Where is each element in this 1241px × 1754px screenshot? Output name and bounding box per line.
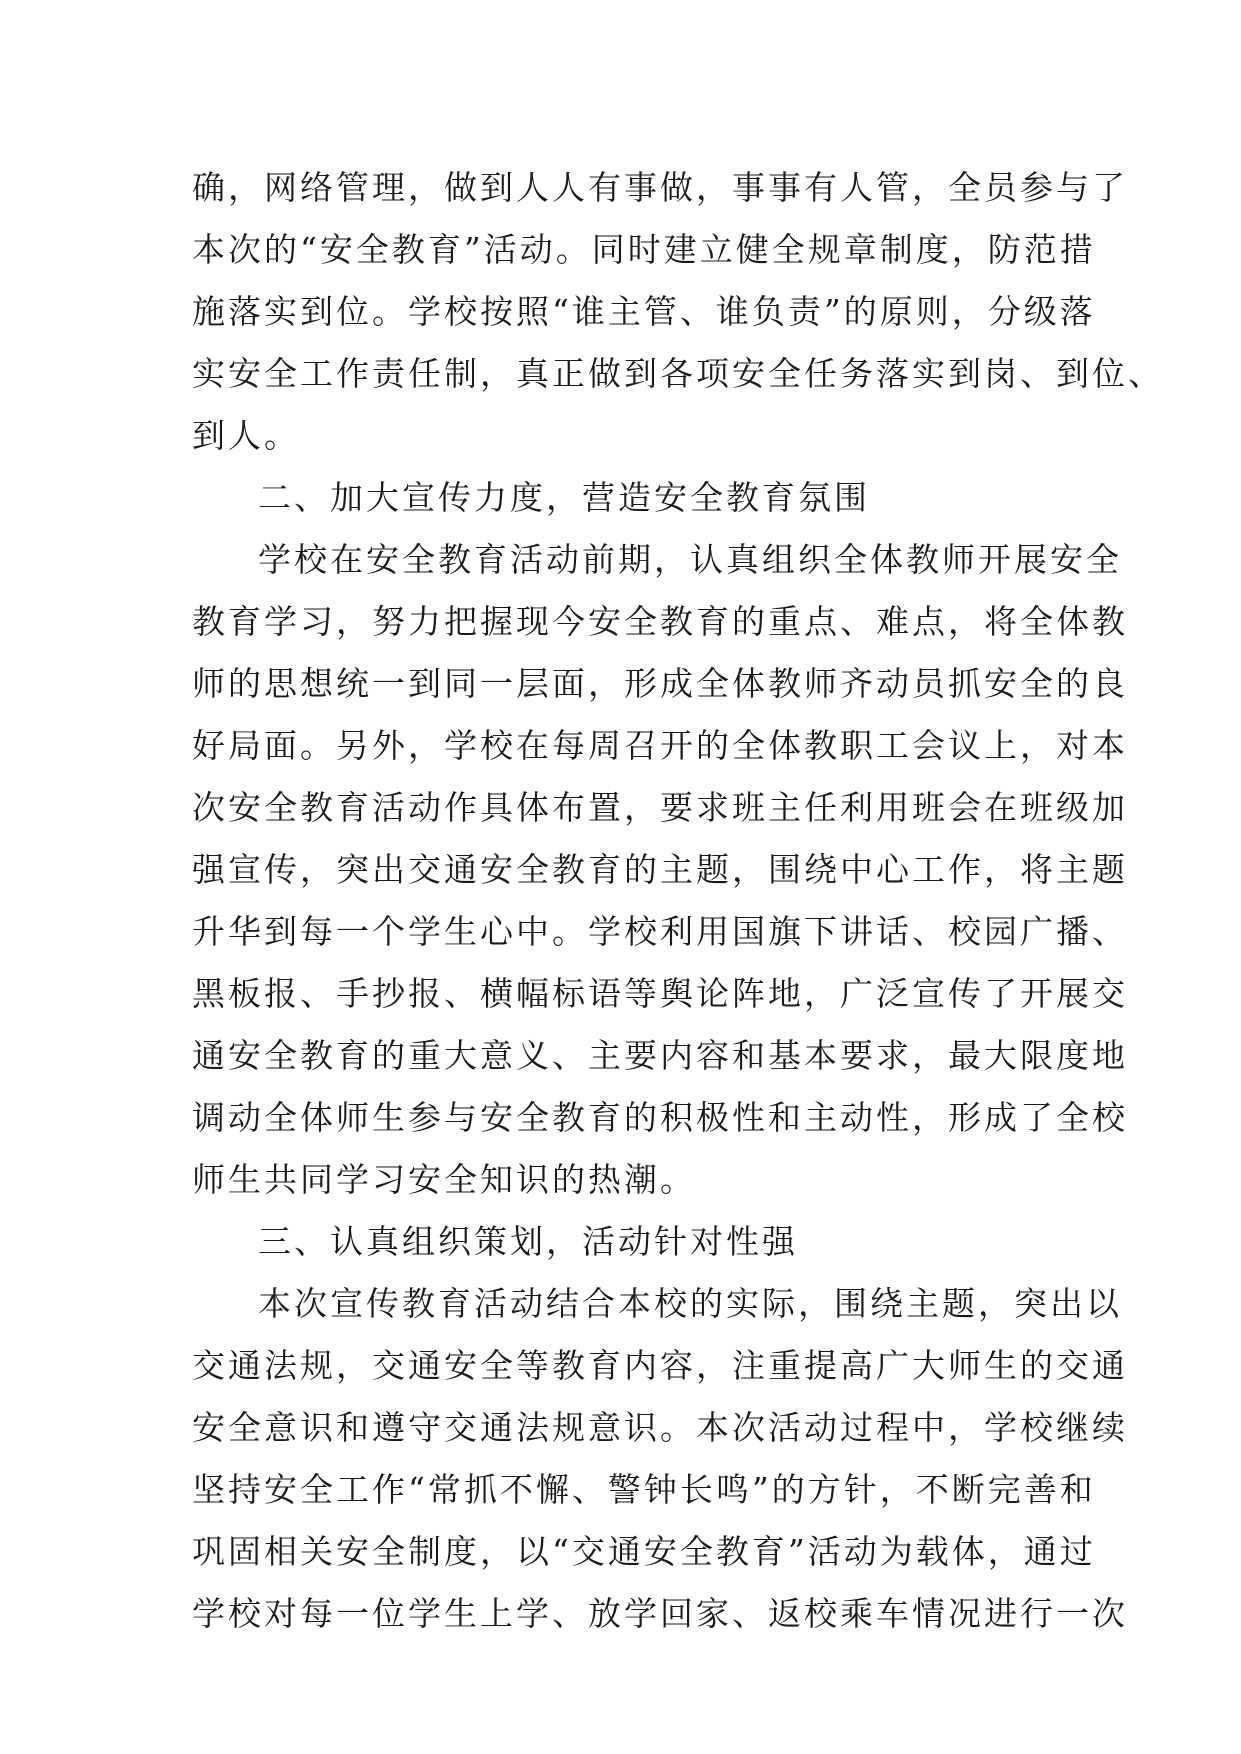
paragraph-start-line: 本次宣传教育活动结合本校的实际，围绕主题，突出以 bbox=[258, 1284, 1122, 1323]
text-line: 到人。 bbox=[192, 416, 300, 455]
text-line: 升华到每一个学生心中。学校利用国旗下讲话、校园广播、 bbox=[192, 912, 1128, 951]
text-line: 实安全工作责任制，真正做到各项安全任务落实到岗、到位、 bbox=[192, 354, 1164, 393]
text-line: 师生共同学习安全知识的热潮。 bbox=[192, 1160, 696, 1199]
text-line: 教育学习，努力把握现今安全教育的重点、难点，将全体教 bbox=[192, 602, 1128, 641]
text-line: 安全意识和遵守交通法规意识。本次活动过程中，学校继续 bbox=[192, 1408, 1128, 1447]
paragraph-start-line: 二、加大宣传力度，营造安全教育氛围 bbox=[258, 478, 870, 517]
text-line: 调动全体师生参与安全教育的积极性和主动性，形成了全校 bbox=[192, 1098, 1128, 1137]
text-line: 施落实到位。学校按照“谁主管、谁负责”的原则，分级落 bbox=[192, 292, 1096, 331]
text-line: 交通法规，交通安全等教育内容，注重提高广大师生的交通 bbox=[192, 1346, 1128, 1385]
text-line: 强宣传，突出交通安全教育的主题，围绕中心工作，将主题 bbox=[192, 850, 1128, 889]
text-line: 好局面。另外，学校在每周召开的全体教职工会议上，对本 bbox=[192, 726, 1128, 765]
document-body bbox=[192, 157, 1164, 1645]
text-line: 坚持安全工作“常抓不懈、警钟长鸣”的方针，不断完善和 bbox=[192, 1470, 1096, 1509]
text-line: 次安全教育活动作具体布置，要求班主任利用班会在班级加 bbox=[192, 788, 1128, 827]
paragraph-start-line: 学校在安全教育活动前期，认真组织全体教师开展安全 bbox=[258, 540, 1122, 579]
text-line: 黑板报、手抄报、横幅标语等舆论阵地，广泛宣传了开展交 bbox=[192, 974, 1128, 1013]
text-line: 学校对每一位学生上学、放学回家、返校乘车情况进行一次 bbox=[192, 1594, 1128, 1633]
text-line: 师的思想统一到同一层面，形成全体教师齐动员抓安全的良 bbox=[192, 664, 1128, 703]
paragraph-start-line: 三、认真组织策划，活动针对性强 bbox=[258, 1222, 798, 1261]
text-line: 通安全教育的重大意义、主要内容和基本要求，最大限度地 bbox=[192, 1036, 1128, 1075]
text-line: 确，网络管理，做到人人有事做，事事有人管，全员参与了 bbox=[192, 168, 1128, 207]
text-line: 本次的“安全教育”活动。同时建立健全规章制度，防范措 bbox=[192, 230, 1096, 269]
text-line: 巩固相关安全制度，以“交通安全教育”活动为载体，通过 bbox=[192, 1532, 1096, 1571]
